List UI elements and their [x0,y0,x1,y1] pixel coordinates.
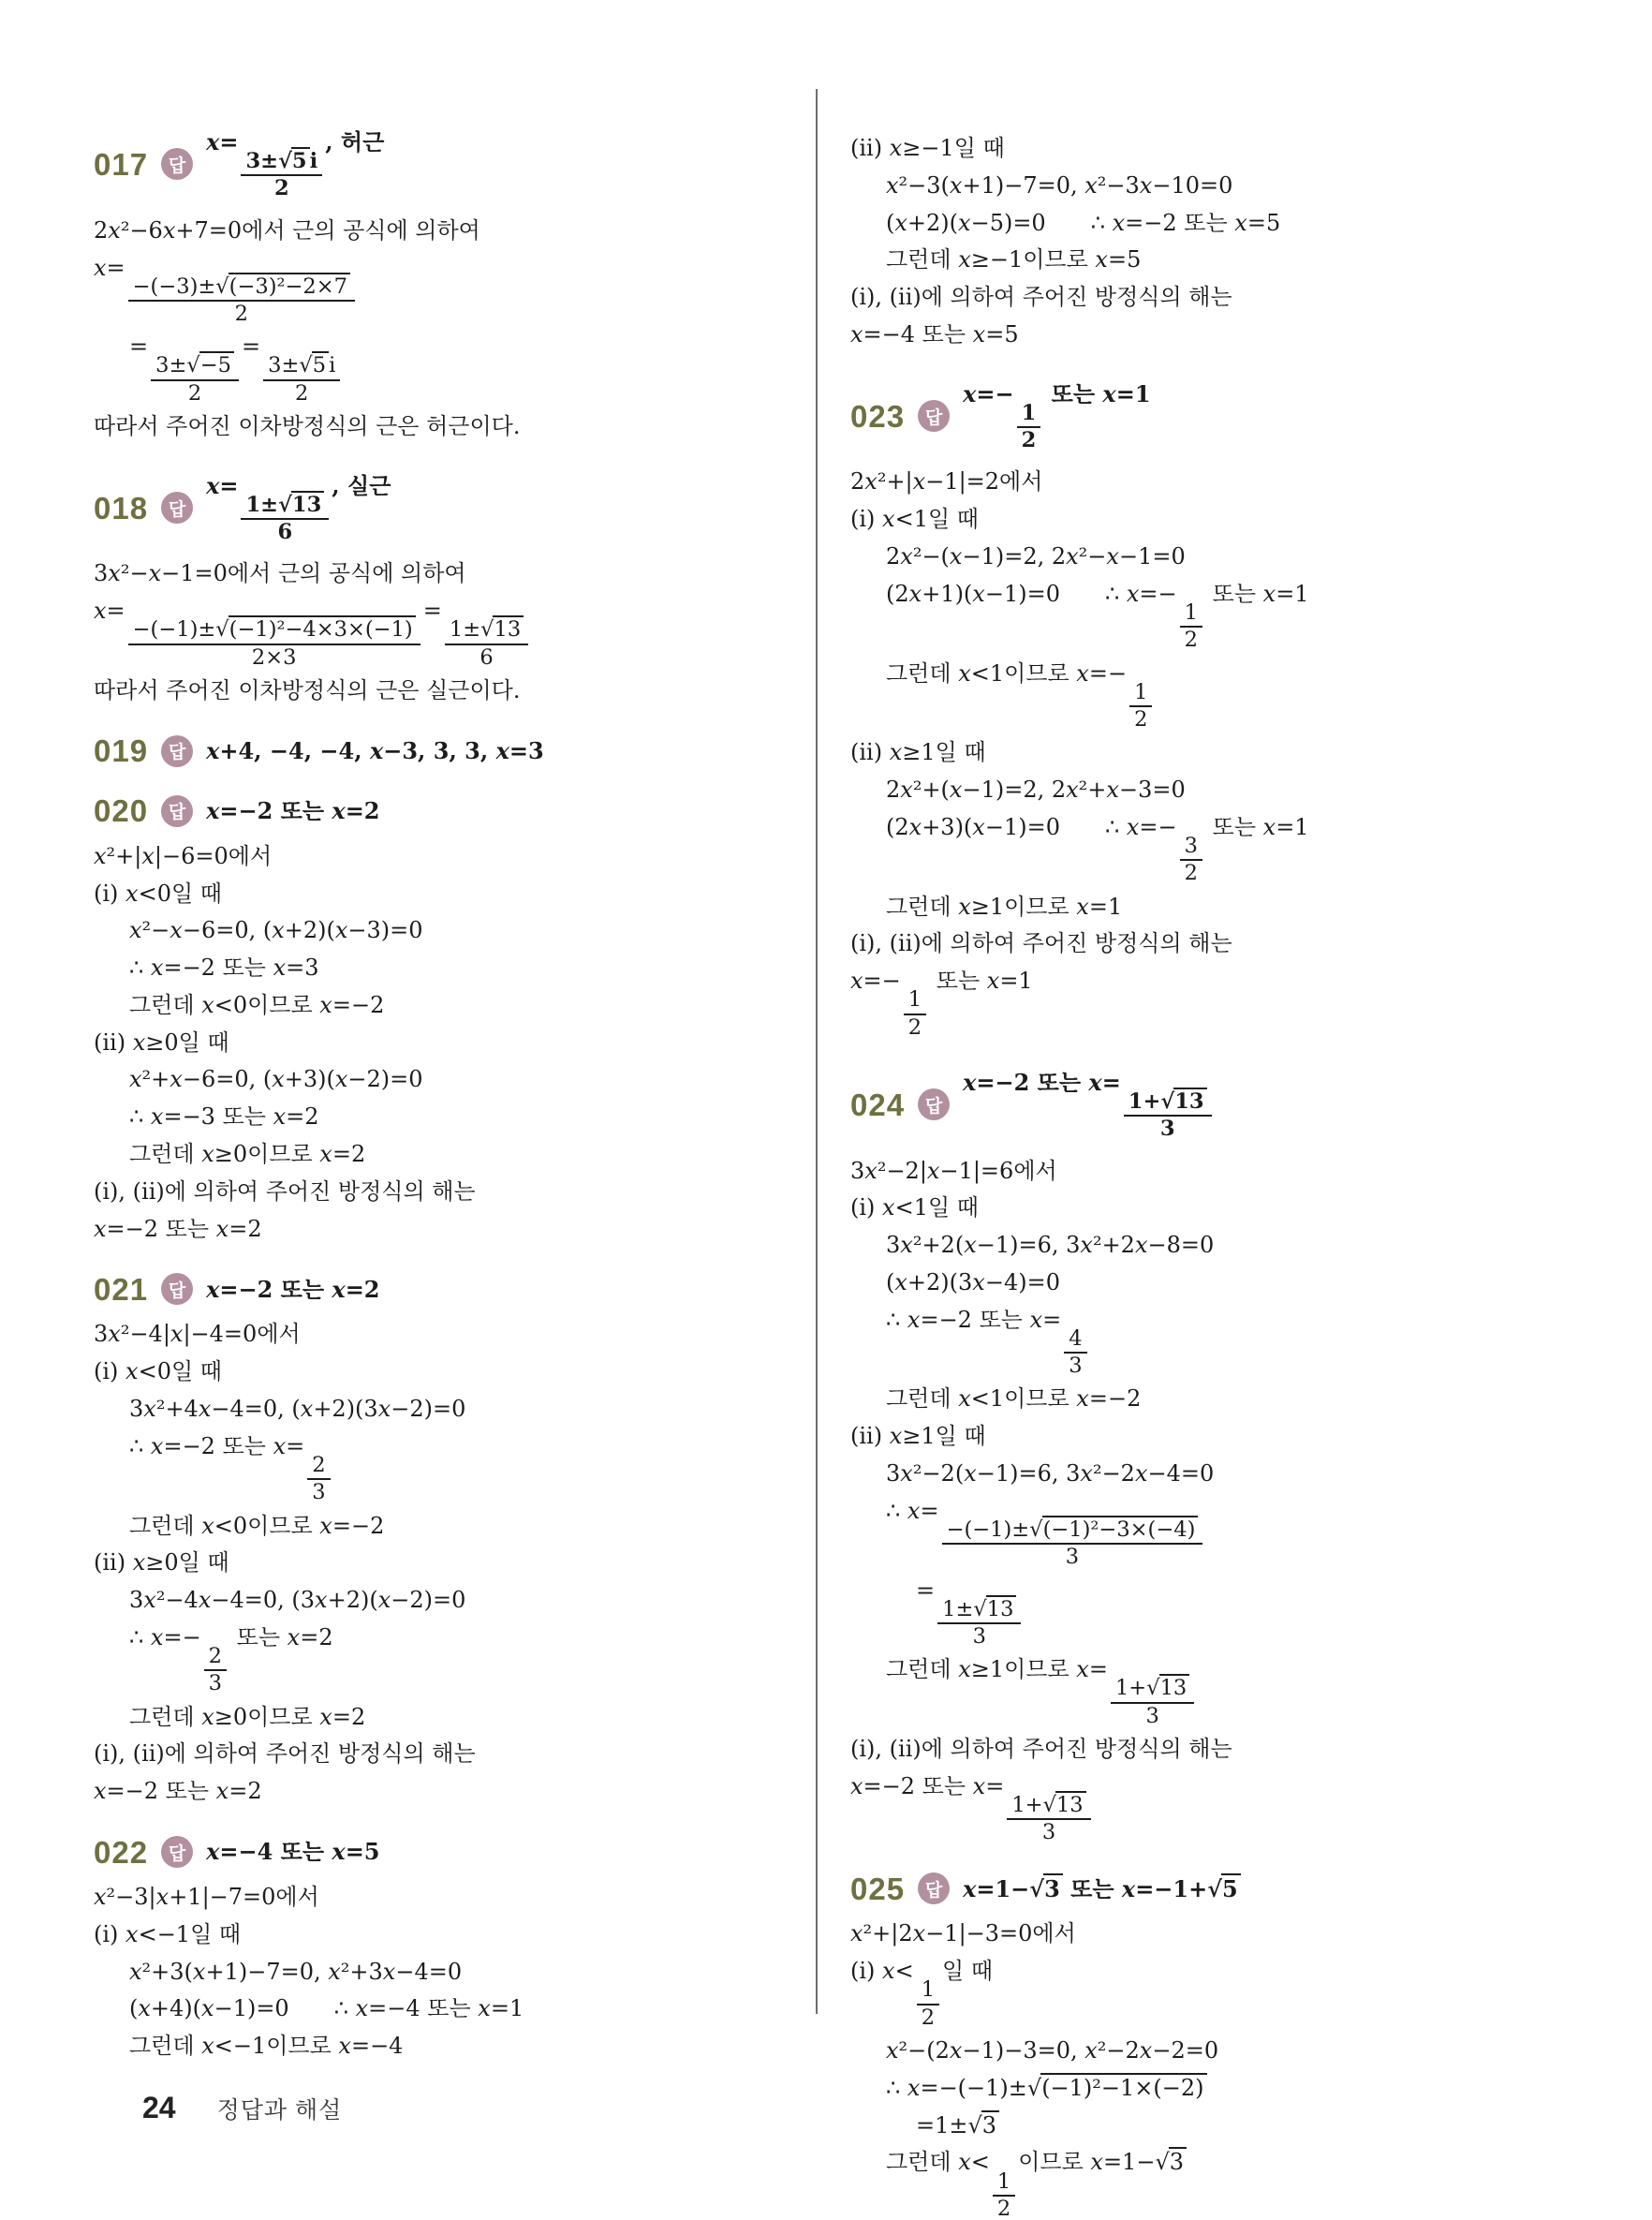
solution-line: 그런데 x<1이므로 x=− $\frac{1}{2}$ [886,658,1506,733]
answer-badge: 답 [161,148,193,180]
answer-badge: 답 [161,1273,193,1305]
fraction: $\frac{3\pm√-5}{2}$ [151,354,239,406]
problem-number: 019 [94,733,149,769]
answer-badge: 답 [918,1088,950,1120]
solution-line: = $\frac{1\pm√13}{3}$ [916,1575,1506,1650]
solution-line: (ii) x≥1일 때 [850,1423,986,1450]
problem-heading [850,1068,1506,1142]
answer-text: x=−2 또는 x=2 [206,797,380,825]
sqrt-radical: √13 [1160,1089,1206,1114]
solution-line: x²+|2x−1|−3=0에서 [850,1920,1076,1947]
solution-line: x= $\frac{\text{−(−3)±√(−3)²−2×7}}{2}$ [94,252,749,327]
solution-line: 3x²−x−1=0에서 근의 공식에 의하여 [94,560,466,587]
answer-text: x=−4 또는 x=5 [206,1838,380,1866]
sqrt-radical: √13 [1146,1676,1189,1700]
solution-line: =1±√3 [916,2109,1506,2142]
column-divider [816,89,818,2014]
solution-line: (ii) x≥−1일 때 [850,135,1005,161]
solution-line: x²+|x|−6=0에서 [94,842,273,869]
solution-line: 그런데 x<1이므로 x=−2 [886,1385,1142,1413]
problem-heading [94,1273,749,1305]
left-column [94,99,749,2067]
solution-line: x=−4 또는 x=5 [850,320,1019,348]
sqrt-radical: √13 [973,1597,1016,1621]
sqrt-radical: √(−3)²−2×7 [215,274,350,299]
solution-line: ∴ x= $\frac{\text{−(−1)±√(−1)²−3×(−4)}}{3}$ [886,1495,1506,1570]
problem-heading [94,127,749,201]
solution-line: x=− $\frac{1}{2}$ 또는 x=1 [850,968,1033,1040]
solution-line: 그런데 x≥0이므로 x=2 [129,1703,366,1730]
solution-line: (i) x< $\frac{1}{2}$ 일 때 [850,1958,994,2030]
solution-line: ∴ x=−2 또는 x=3 [129,955,319,982]
answer-text: x=1−√3 또는 x=−1+√5 [963,1874,1241,1903]
fraction: $\frac{\text{−(−3)±√(−3)²−2×7}}{2}$ [128,275,355,327]
fraction: $\frac{1}{2}$ [993,2170,1015,2220]
solution-line: 3x²+4x−4=0, (x+2)(3x−2)=0 [129,1396,466,1423]
sqrt-radical: √5 [299,353,329,377]
right-column [850,99,1506,2220]
solution-line: (i) x<0일 때 [94,880,222,907]
answer-badge: 답 [161,1836,193,1868]
solution-line: 그런데 x≥1이므로 x= $\frac{1+√13}{3}$ [886,1653,1506,1728]
sqrt-radical: √(−1)²−4×3×(−1) [215,617,415,642]
solution-line: 2x²+|x−1|=2에서 [850,468,1043,496]
answer-text: x=−2 또는 x=2 [206,1275,380,1303]
solution-line: ∴ x=−(−1)±√(−1)²−1×(−2) [886,2072,1506,2105]
solution-line: 그런데 x≥1이므로 x=1 [886,893,1123,920]
fraction: $\frac{3\pm√5 i}{2}$ [241,150,322,201]
solution-line: 따라서 주어진 이차방정식의 근은 실근이다. [94,676,521,703]
solution-line: (i) x<1일 때 [850,1194,979,1221]
problem-number: 024 [850,1087,906,1122]
problem-heading [94,735,749,767]
answer-badge: 답 [161,735,193,767]
solution-line: 3x²−2(x−1)=6, 3x²−2x−4=0 [886,1460,1215,1487]
fraction: $\frac{1}{2}$ [1017,402,1041,453]
solution-line: 3x²−4x−4=0, (3x+2)(x−2)=0 [129,1587,466,1614]
fraction: $\frac{3\pm√5 i}{2}$ [263,354,340,406]
fraction: $\frac{1}{2}$ [904,988,926,1040]
fraction: $\frac{1+√13}{3}$ [1007,1794,1090,1845]
solution-line: x²−3|x+1|−7=0에서 [94,1884,319,1911]
solution-line: = $\frac{3\pm√-5}{2}$ = $\frac{3\pm√5 i}{2}$ [129,331,749,406]
solution-line: 3x²−4|x|−4=0에서 [94,1321,301,1348]
solution-line: ∴ x=−2 또는 x= $\frac{4}{3}$ [886,1304,1506,1379]
sqrt-radical: √3 [1029,1875,1062,1902]
solution-line: 그런데 x≥0이므로 x=2 [129,1141,366,1168]
problem-number: 022 [94,1834,149,1870]
sqrt-radical: √13 [480,617,524,642]
solution-line: (i) x<1일 때 [850,506,979,533]
fraction: $\frac{1+√13}{3}$ [1124,1090,1212,1142]
solution-line: ∴ x=− $\frac{2}{3}$ 또는 x=2 [129,1623,333,1696]
answer-badge: 답 [918,400,950,432]
problem-number: 020 [94,793,149,829]
solution-line: (x+4)(x−1)=0 ∴ x=−4 또는 x=1 [129,1995,524,2022]
sqrt-radical: √5 [278,149,310,173]
problem-heading [94,795,749,827]
fraction: $\frac{1\pm√13}{3}$ [937,1598,1021,1650]
solution-line: (ii) x≥0일 때 [94,1549,229,1576]
solution-line: (x+2)(3x−4)=0 [886,1268,1060,1295]
problem-number: 018 [94,490,149,525]
answer-badge: 답 [161,795,193,827]
solution-line: x²−x−6=0, (x+2)(x−3)=0 [129,917,423,944]
problem-number: 025 [850,1871,906,1906]
solution-line: x²−3(x+1)−7=0, x²−3x−10=0 [886,171,1233,199]
solution-line: x²+3(x+1)−7=0, x²+3x−4=0 [129,1958,463,1985]
solution-line: (i), (ii)에 의하여 주어진 방정식의 해는 [94,1177,476,1205]
footer-label: 정답과 해설 [216,2097,343,2124]
solution-line: (2x+1)(x−1)=0 ∴ x=− $\frac{1}{2}$ 또는 x=1 [886,580,1309,653]
sqrt-radical: √−5 [186,353,234,377]
solution-line: x²+x−6=0, (x+3)(x−2)=0 [129,1066,423,1093]
solution-line: (i) x<0일 때 [94,1358,222,1385]
footer [142,2091,342,2125]
solution-line: 그런데 x<0이므로 x=−2 [129,1512,385,1539]
solution-line: x=−2 또는 x=2 [94,1215,262,1242]
fraction: $\frac{1}{2}$ [1180,601,1202,653]
solution-line: 그런데 x< $\frac{1}{2}$ 이므로 x=1−√3 [886,2146,1506,2220]
solution-line: 따라서 주어진 이차방정식의 근은 허근이다. [94,412,521,439]
fraction: $\frac{1\pm√13}{6}$ [445,618,528,670]
solution-line: (ii) x≥0일 때 [94,1029,229,1056]
fraction: $\frac{\text{−(−1)±√(−1)²−4×3×(−1)}}{2\times 3}$ [128,618,420,670]
answer-badge: 답 [918,1872,950,1904]
solution-line: x=−2 또는 x=2 [94,1778,262,1805]
solution-line: 2x²−(x−1)=2, 2x²−x−1=0 [886,543,1186,570]
problem-heading [94,1836,749,1868]
answer-text: x=− $\frac{1}{2}$ 또는 x=1 [963,379,1151,453]
sqrt-radical: √(−1)²−3×(−4) [1029,1517,1198,1542]
solution-line: (i), (ii)에 의하여 주어진 방정식의 해는 [94,1740,476,1768]
solution-line: 그런데 x<0이므로 x=−2 [129,991,385,1018]
solution-line: (i), (ii)에 의하여 주어진 방정식의 해는 [850,284,1232,311]
fraction: $\frac{1}{2}$ [917,1978,939,2030]
answer-text: x= $\frac{1\pm√13}{6}$ , 실근 [206,471,391,545]
page-number: 24 [142,2091,176,2124]
solution-line: (ii) x≥1일 때 [850,739,986,766]
fraction: $\frac{1\pm√13}{6}$ [241,494,329,545]
solution-line: x²−(2x−1)−3=0, x²−2x−2=0 [886,2036,1219,2064]
problem-heading [850,379,1506,453]
solution-line: (2x+3)(x−1)=0 ∴ x=− $\frac{3}{2}$ 또는 x=1 [886,813,1309,886]
solution-line: (i), (ii)에 의하여 주어진 방정식의 해는 [850,1735,1232,1762]
fraction: $\frac{2}{3}$ [307,1454,330,1505]
fraction: $\frac{4}{3}$ [1064,1327,1086,1379]
fraction: $\frac{2}{3}$ [204,1645,227,1696]
solution-line: ∴ x=−2 또는 x= $\frac{2}{3}$ [129,1430,749,1505]
solution-line: (i), (ii)에 의하여 주어진 방정식의 해는 [850,930,1232,957]
problem-heading [94,471,749,545]
solution-line: 3x²+2(x−1)=6, 3x²+2x−8=0 [886,1232,1215,1259]
sqrt-radical: √13 [278,493,324,517]
solution-line: 그런데 x<−1이므로 x=−4 [129,2033,404,2060]
sqrt-radical: √13 [1043,1793,1086,1817]
fraction: $\frac{1}{2}$ [1129,681,1152,733]
solution-line: ∴ x=−3 또는 x=2 [129,1103,319,1131]
solution-line: (i) x<−1일 때 [94,1920,242,1947]
sqrt-radical: √3 [1155,2149,1187,2175]
solution-line: (x+2)(x−5)=0 ∴ x=−2 또는 x=5 [886,209,1281,236]
solution-line: 그런데 x≥−1이므로 x=5 [886,246,1142,274]
problem-heading [850,1872,1506,1904]
problem-number: 023 [850,398,906,434]
fraction: $\frac{\text{−(−1)±√(−1)²−3×(−4)}}{3}$ [942,1518,1203,1570]
fraction: $\frac{1+√13}{3}$ [1111,1677,1194,1728]
solution-line: 2x²+(x−1)=2, 2x²+x−3=0 [886,777,1186,804]
solution-line: x=−2 또는 x= $\frac{1+√13}{3}$ [850,1770,1506,1845]
problem-number: 021 [94,1271,149,1307]
sqrt-radical: √3 [968,2112,1000,2139]
problem-number: 017 [94,146,149,182]
solution-line: x= $\frac{\text{−(−1)±√(−1)²−4×3×(−1)}}{2\times 3}$ = $\frac{1\pm√13}{6}$ [94,595,749,670]
solution-line: 3x²−2|x−1|=6에서 [850,1157,1057,1184]
answer-text: x=−2 또는 x= $\frac{1+√13}{3}$ [963,1068,1215,1142]
sqrt-radical: √5 [1207,1875,1240,1902]
answer-text: x= $\frac{3\pm√5 i}{2}$ , 허근 [206,128,385,201]
sqrt-radical: √(−1)²−1×(−2) [1027,2075,1207,2101]
fraction: $\frac{3}{2}$ [1180,835,1202,886]
answer-text: x+4, −4, −4, x−3, 3, 3, x=3 [206,737,544,765]
answer-badge: 답 [161,492,193,524]
solution-line: 2x²−6x+7=0에서 근의 공식에 의하여 [94,216,480,244]
